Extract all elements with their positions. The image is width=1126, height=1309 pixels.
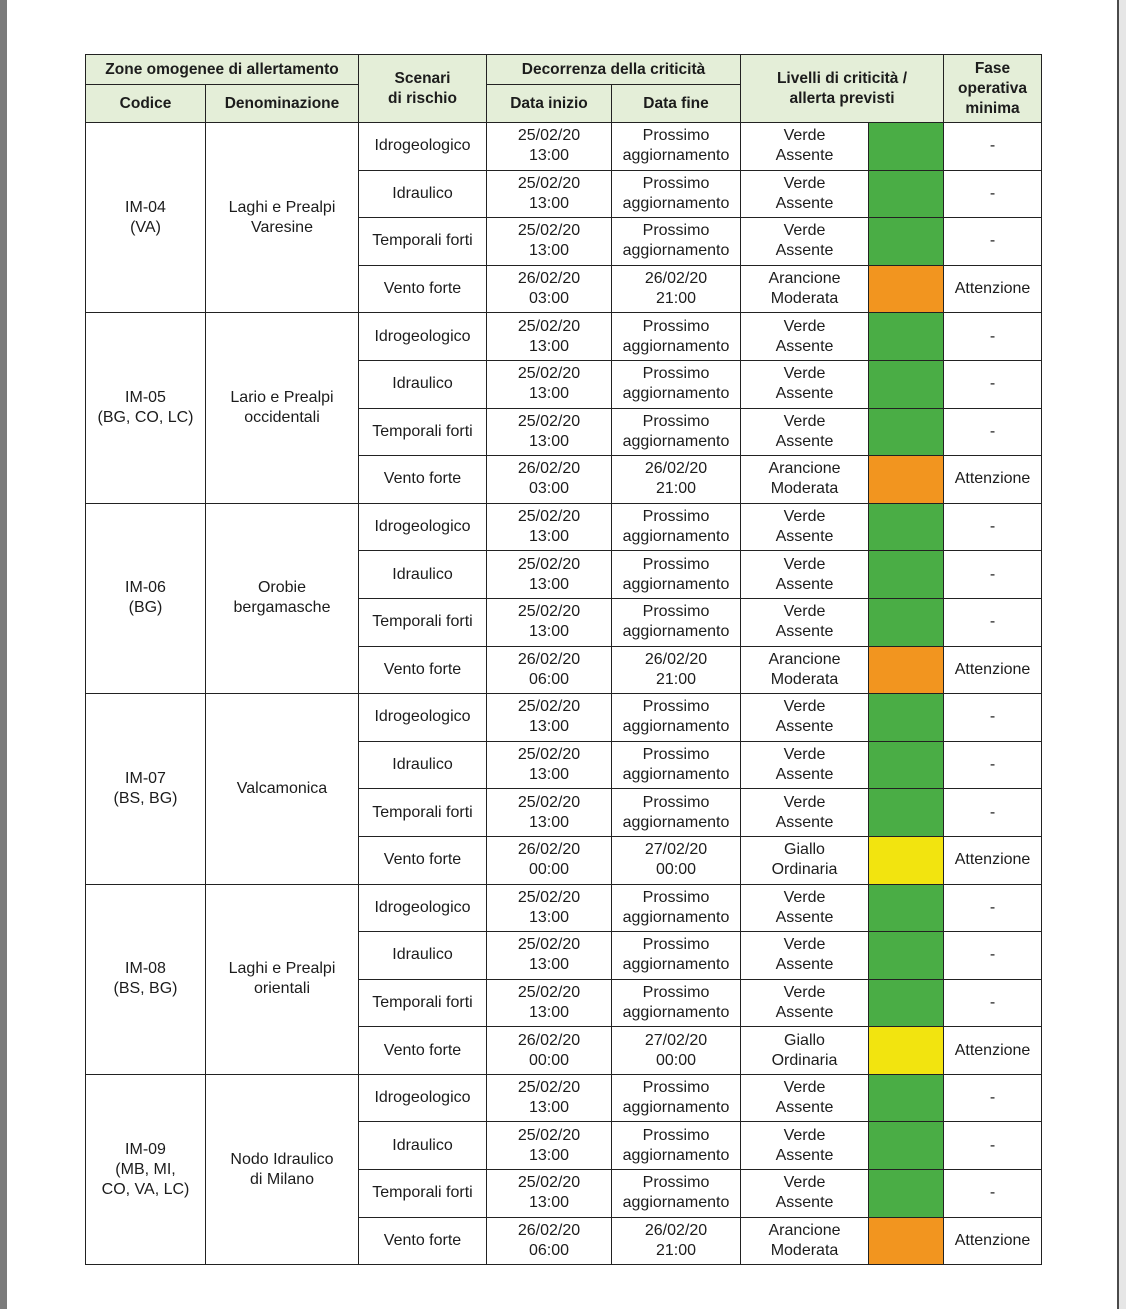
start-date-cell: 25/02/20 13:00	[487, 1170, 612, 1218]
end-date-cell: Prossimo aggiornamento	[612, 170, 741, 218]
end-date-cell: Prossimo aggiornamento	[612, 1074, 741, 1122]
phase-cell: -	[944, 789, 1042, 837]
level-color-swatch	[869, 170, 944, 218]
zone-code: IM-07 (BS, BG)	[86, 694, 206, 884]
start-date-cell: 25/02/20 13:00	[487, 503, 612, 551]
level-color-swatch	[869, 218, 944, 266]
start-date-cell: 25/02/20 13:00	[487, 123, 612, 171]
scenario-cell: Idraulico	[359, 360, 487, 408]
start-date-cell: 25/02/20 13:00	[487, 1122, 612, 1170]
zone-group-header: Zone omogenee di allertamento	[86, 55, 359, 85]
level-color-swatch	[869, 598, 944, 646]
table-row	[86, 123, 1042, 171]
level-label-cell: Verde Assente	[741, 408, 869, 456]
scenario-cell: Idrogeologico	[359, 1074, 487, 1122]
zone-name: Laghi e Prealpi Varesine	[206, 123, 359, 313]
level-color-swatch	[869, 646, 944, 694]
end-date-cell: Prossimo aggiornamento	[612, 1122, 741, 1170]
phase-cell: -	[944, 360, 1042, 408]
level-label-cell: Verde Assente	[741, 789, 869, 837]
end-date-cell: Prossimo aggiornamento	[612, 884, 741, 932]
scenario-cell: Temporali forti	[359, 218, 487, 266]
start-date-cell: 25/02/20 13:00	[487, 313, 612, 361]
scenario-cell: Idrogeologico	[359, 884, 487, 932]
scenario-cell: Vento forte	[359, 836, 487, 884]
start-date-cell: 25/02/20 13:00	[487, 408, 612, 456]
level-label-cell: Verde Assente	[741, 932, 869, 980]
phase-cell: -	[944, 503, 1042, 551]
scenario-cell: Vento forte	[359, 646, 487, 694]
end-date-cell: Prossimo aggiornamento	[612, 408, 741, 456]
zone-name: Lario e Prealpi occidentali	[206, 313, 359, 503]
level-color-swatch	[869, 313, 944, 361]
end-date-cell: 26/02/20 21:00	[612, 265, 741, 313]
table-row	[86, 884, 1042, 932]
phase-cell: -	[944, 932, 1042, 980]
level-color-swatch	[869, 884, 944, 932]
phase-cell: -	[944, 170, 1042, 218]
phase-cell: -	[944, 218, 1042, 266]
start-date-cell: 26/02/20 03:00	[487, 265, 612, 313]
level-color-swatch	[869, 1170, 944, 1218]
level-color-swatch	[869, 360, 944, 408]
level-label-cell: Verde Assente	[741, 313, 869, 361]
level-label-cell: Verde Assente	[741, 884, 869, 932]
name-header: Denominazione	[206, 85, 359, 123]
start-date-cell: 25/02/20 13:00	[487, 218, 612, 266]
level-color-swatch	[869, 979, 944, 1027]
level-label-cell: Verde Assente	[741, 598, 869, 646]
scenario-cell: Idraulico	[359, 932, 487, 980]
table-row	[86, 694, 1042, 742]
end-date-cell: Prossimo aggiornamento	[612, 503, 741, 551]
scenario-cell: Idraulico	[359, 1122, 487, 1170]
zone-name: Valcamonica	[206, 694, 359, 884]
level-color-swatch	[869, 932, 944, 980]
phase-cell: -	[944, 551, 1042, 599]
zone-code: IM-09 (MB, MI, CO, VA, LC)	[86, 1074, 206, 1264]
level-label-cell: Giallo Ordinaria	[741, 1027, 869, 1075]
end-date-cell: Prossimo aggiornamento	[612, 694, 741, 742]
phase-cell: -	[944, 1170, 1042, 1218]
phase-cell: Attenzione	[944, 646, 1042, 694]
end-date-cell: 26/02/20 21:00	[612, 646, 741, 694]
start-date-cell: 26/02/20 06:00	[487, 646, 612, 694]
start-date-cell: 25/02/20 13:00	[487, 1074, 612, 1122]
end-date-cell: Prossimo aggiornamento	[612, 741, 741, 789]
end-date-cell: Prossimo aggiornamento	[612, 789, 741, 837]
level-label-cell: Verde Assente	[741, 741, 869, 789]
level-label-cell: Verde Assente	[741, 170, 869, 218]
level-color-swatch	[869, 408, 944, 456]
level-label-cell: Verde Assente	[741, 123, 869, 171]
level-color-swatch	[869, 1122, 944, 1170]
phase-cell: -	[944, 598, 1042, 646]
scenario-cell: Temporali forti	[359, 408, 487, 456]
phase-cell: Attenzione	[944, 1027, 1042, 1075]
start-date-cell: 25/02/20 13:00	[487, 932, 612, 980]
end-date-cell: 27/02/20 00:00	[612, 1027, 741, 1075]
phase-cell: Attenzione	[944, 456, 1042, 504]
phase-cell: -	[944, 884, 1042, 932]
end-date-cell: Prossimo aggiornamento	[612, 932, 741, 980]
level-color-swatch	[869, 1074, 944, 1122]
scenario-cell: Temporali forti	[359, 979, 487, 1027]
level-color-swatch	[869, 836, 944, 884]
level-label-cell: Verde Assente	[741, 360, 869, 408]
end-date-cell: 26/02/20 21:00	[612, 456, 741, 504]
level-color-swatch	[869, 265, 944, 313]
zone-name: Orobie bergamasche	[206, 503, 359, 693]
alert-table	[85, 54, 1042, 1265]
scenario-cell: Vento forte	[359, 265, 487, 313]
start-date-cell: 26/02/20 00:00	[487, 836, 612, 884]
level-color-swatch	[869, 789, 944, 837]
scenario-cell: Idrogeologico	[359, 503, 487, 551]
start-date-cell: 25/02/20 13:00	[487, 789, 612, 837]
end-date-cell: Prossimo aggiornamento	[612, 598, 741, 646]
start-date-cell: 26/02/20 06:00	[487, 1217, 612, 1265]
end-date-cell: 27/02/20 00:00	[612, 836, 741, 884]
zone-code: IM-06 (BG)	[86, 503, 206, 693]
level-label-cell: Verde Assente	[741, 218, 869, 266]
level-color-swatch	[869, 551, 944, 599]
phase-cell: -	[944, 979, 1042, 1027]
phase-cell: Attenzione	[944, 265, 1042, 313]
level-color-swatch	[869, 503, 944, 551]
level-color-swatch	[869, 1027, 944, 1075]
start-date-cell: 25/02/20 13:00	[487, 741, 612, 789]
scenario-header: Scenari di rischio	[359, 55, 487, 123]
phase-cell: -	[944, 694, 1042, 742]
table-row	[86, 503, 1042, 551]
scenario-cell: Idrogeologico	[359, 694, 487, 742]
level-color-swatch	[869, 456, 944, 504]
level-color-swatch	[869, 1217, 944, 1265]
level-label-cell: Arancione Moderata	[741, 265, 869, 313]
zone-code: IM-05 (BG, CO, LC)	[86, 313, 206, 503]
zone-code: IM-08 (BS, BG)	[86, 884, 206, 1074]
scenario-cell: Idrogeologico	[359, 313, 487, 361]
level-label-cell: Giallo Ordinaria	[741, 836, 869, 884]
level-label-cell: Verde Assente	[741, 551, 869, 599]
table-body	[86, 123, 1042, 1265]
level-label-cell: Arancione Moderata	[741, 646, 869, 694]
start-date-cell: 26/02/20 00:00	[487, 1027, 612, 1075]
start-date-cell: 25/02/20 13:00	[487, 979, 612, 1027]
start-date-cell: 25/02/20 13:00	[487, 598, 612, 646]
table-row	[86, 313, 1042, 361]
table-row	[86, 1074, 1042, 1122]
window-left-edge	[0, 0, 7, 1309]
level-label-cell: Verde Assente	[741, 503, 869, 551]
window-right-margin	[1119, 0, 1126, 1309]
levels-header: Livelli di criticità / allerta previsti	[741, 55, 944, 123]
start-date-cell: 25/02/20 13:00	[487, 551, 612, 599]
start-date-cell: 25/02/20 13:00	[487, 694, 612, 742]
end-date-cell: Prossimo aggiornamento	[612, 313, 741, 361]
scenario-cell: Vento forte	[359, 1217, 487, 1265]
scenario-cell: Vento forte	[359, 456, 487, 504]
start-header: Data inizio	[487, 85, 612, 123]
phase-cell: -	[944, 1074, 1042, 1122]
end-header: Data fine	[612, 85, 741, 123]
period-group-header: Decorrenza della criticità	[487, 55, 741, 85]
level-label-cell: Arancione Moderata	[741, 456, 869, 504]
zone-name: Laghi e Prealpi orientali	[206, 884, 359, 1074]
phase-cell: Attenzione	[944, 1217, 1042, 1265]
zone-code: IM-04 (VA)	[86, 123, 206, 313]
level-label-cell: Verde Assente	[741, 694, 869, 742]
scenario-cell: Temporali forti	[359, 598, 487, 646]
end-date-cell: Prossimo aggiornamento	[612, 360, 741, 408]
scenario-cell: Idrogeologico	[359, 123, 487, 171]
end-date-cell: Prossimo aggiornamento	[612, 123, 741, 171]
scenario-cell: Idraulico	[359, 170, 487, 218]
level-color-swatch	[869, 123, 944, 171]
start-date-cell: 25/02/20 13:00	[487, 884, 612, 932]
phase-cell: -	[944, 1122, 1042, 1170]
end-date-cell: Prossimo aggiornamento	[612, 1170, 741, 1218]
phase-header: Fase operativa minima	[944, 55, 1042, 123]
level-label-cell: Verde Assente	[741, 979, 869, 1027]
end-date-cell: Prossimo aggiornamento	[612, 979, 741, 1027]
scenario-cell: Idraulico	[359, 551, 487, 599]
zone-name: Nodo Idraulico di Milano	[206, 1074, 359, 1264]
start-date-cell: 25/02/20 13:00	[487, 360, 612, 408]
scenario-cell: Idraulico	[359, 741, 487, 789]
level-color-swatch	[869, 694, 944, 742]
phase-cell: -	[944, 313, 1042, 361]
code-header: Codice	[86, 85, 206, 123]
end-date-cell: Prossimo aggiornamento	[612, 218, 741, 266]
start-date-cell: 25/02/20 13:00	[487, 170, 612, 218]
scenario-cell: Vento forte	[359, 1027, 487, 1075]
phase-cell: -	[944, 741, 1042, 789]
level-label-cell: Verde Assente	[741, 1074, 869, 1122]
phase-cell: Attenzione	[944, 836, 1042, 884]
level-label-cell: Verde Assente	[741, 1122, 869, 1170]
level-color-swatch	[869, 741, 944, 789]
start-date-cell: 26/02/20 03:00	[487, 456, 612, 504]
level-label-cell: Verde Assente	[741, 1170, 869, 1218]
scenario-cell: Temporali forti	[359, 789, 487, 837]
phase-cell: -	[944, 123, 1042, 171]
scenario-cell: Temporali forti	[359, 1170, 487, 1218]
end-date-cell: 26/02/20 21:00	[612, 1217, 741, 1265]
end-date-cell: Prossimo aggiornamento	[612, 551, 741, 599]
phase-cell: -	[944, 408, 1042, 456]
level-label-cell: Arancione Moderata	[741, 1217, 869, 1265]
